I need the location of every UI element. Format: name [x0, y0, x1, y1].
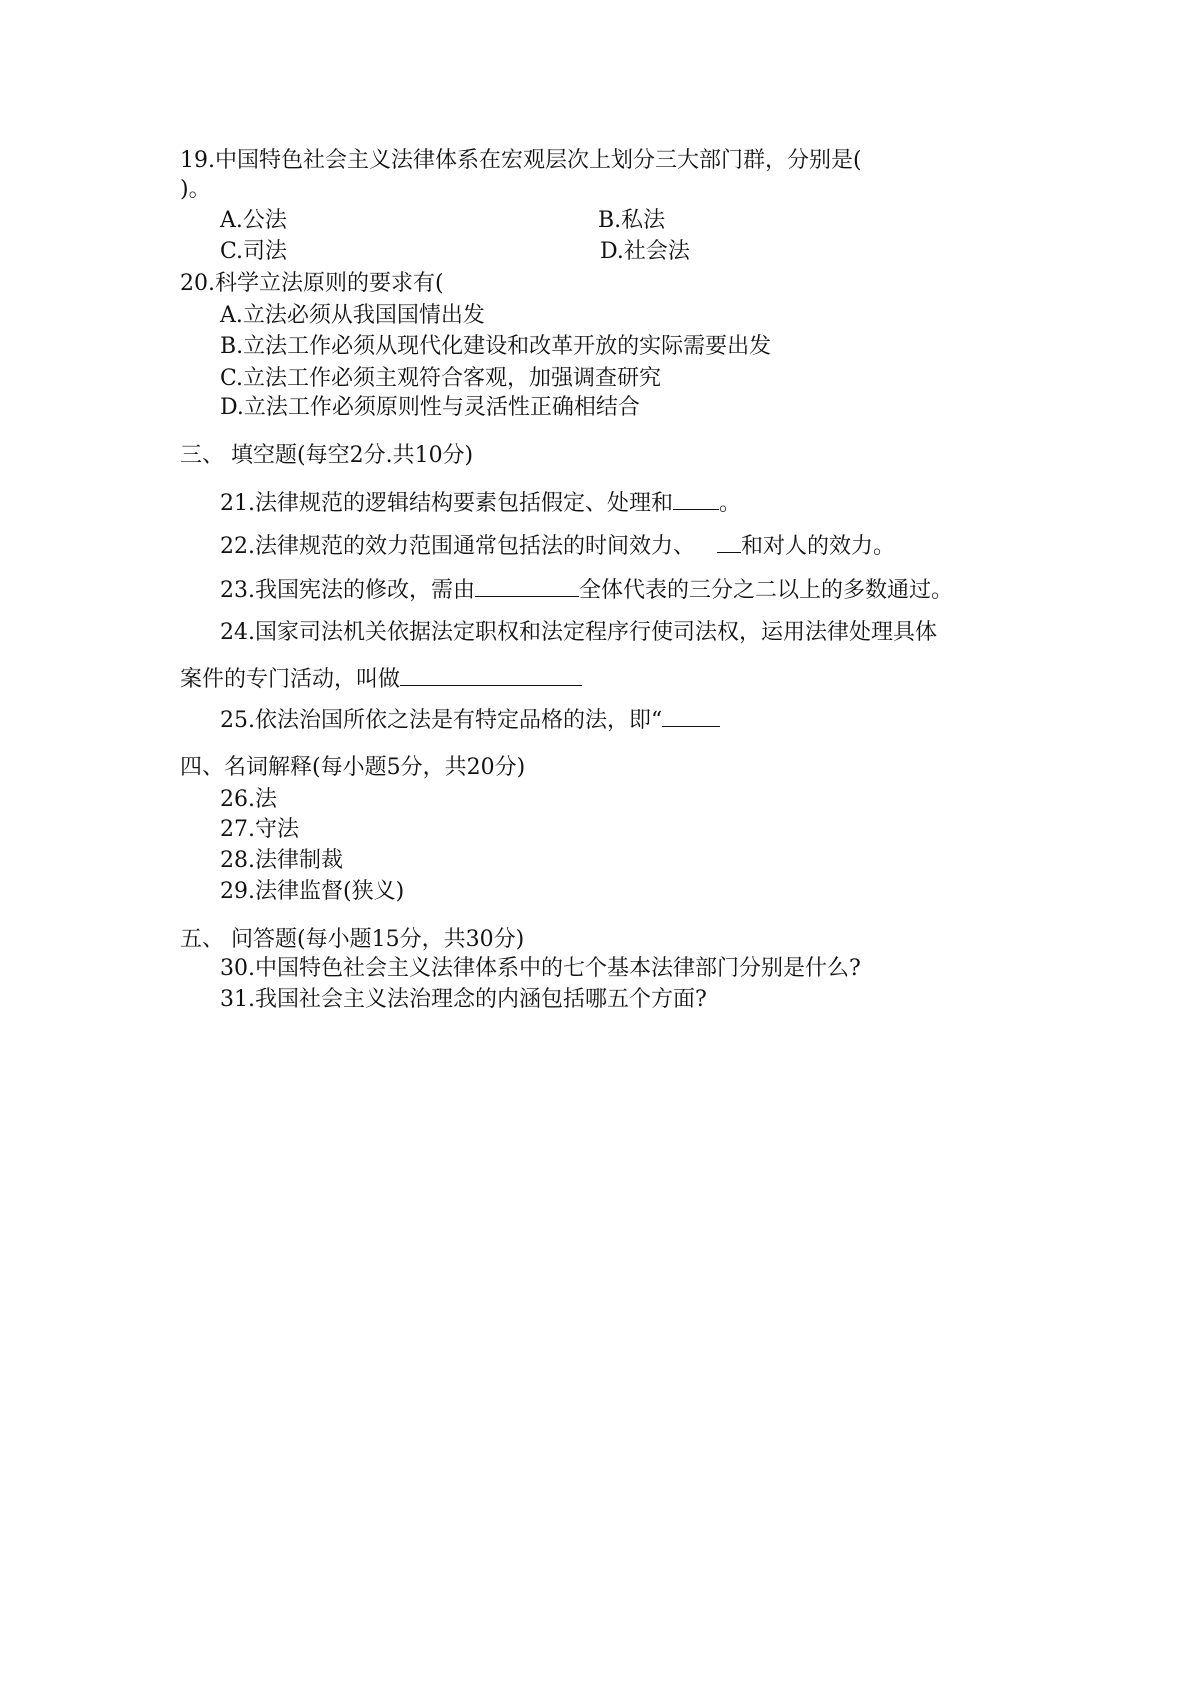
q21 [220, 489, 741, 518]
section5-title: 五、 问答题(每小题15分，共30分) [180, 927, 525, 952]
q23-blank [475, 576, 579, 597]
q19-option-c: C.司法 [220, 239, 288, 264]
q22-text-after: 和对人的效力。 [741, 534, 896, 559]
q20-option-d: D.立法工作必须原则性与灵活性正确相结合 [220, 395, 640, 420]
q24-line1: 24.国家司法机关依据法定职权和法定程序行使司法权，运用法律处理具体 [220, 620, 937, 645]
q19-option-b: B.私法 [598, 208, 666, 233]
q20-stem: 20.科学立法原则的要求有( [180, 271, 444, 296]
q24-text: 案件的专门活动，叫做 [180, 667, 401, 692]
q23-text-before: 23.我国宪法的修改，需由 [220, 578, 475, 603]
q19-option-a: A.公法 [220, 208, 287, 233]
q25 [220, 706, 720, 735]
q19-stem: 19.中国特色社会主义法律体系在宏观层次上划分三大部门群，分别是( [180, 148, 862, 173]
q20-option-a: A.立法必须从我国国情出发 [220, 303, 485, 328]
q24-line2 [180, 665, 582, 694]
section3-title: 三、 填空题(每空2分.共10分) [180, 443, 474, 468]
q20-option-b: B.立法工作必须从现代化建设和改革开放的实际需要出发 [220, 334, 772, 359]
q22-text-before: 22.法律规范的效力范围通常包括法的时间效力、 [220, 534, 695, 559]
q21-text-after: 。 [719, 491, 742, 516]
question-item: 31.我国社会主义法治理念的内涵包括哪五个方面? [220, 987, 707, 1012]
q25-blank [662, 706, 720, 727]
term-item: 29.法律监督(狭义) [220, 879, 405, 904]
q23 [220, 576, 953, 605]
term-item: 26.法 [220, 787, 277, 812]
q19-stem-continued: )。 [180, 177, 211, 202]
q21-blank [673, 489, 719, 510]
q22-blank [717, 532, 741, 553]
question-item: 30.中国特色社会主义法律体系中的七个基本法律部门分别是什么? [220, 956, 861, 981]
q22 [220, 532, 895, 561]
q24-blank [400, 665, 582, 686]
term-item: 28.法律制裁 [220, 848, 343, 873]
term-item: 27.守法 [220, 817, 299, 842]
q25-text: 25.依法治国所依之法是有特定品格的法，即“ [220, 708, 663, 733]
q19-option-d: D.社会法 [600, 239, 690, 264]
q23-text-after: 全体代表的三分之二以上的多数通过。 [579, 578, 954, 603]
q21-text-before: 21.法律规范的逻辑结构要素包括假定、处理和 [220, 491, 673, 516]
section4-title: 四、名词解释(每小题5分，共20分) [180, 755, 526, 780]
q20-option-c: C.立法工作必须主观符合客观，加强调查研究 [220, 366, 662, 391]
